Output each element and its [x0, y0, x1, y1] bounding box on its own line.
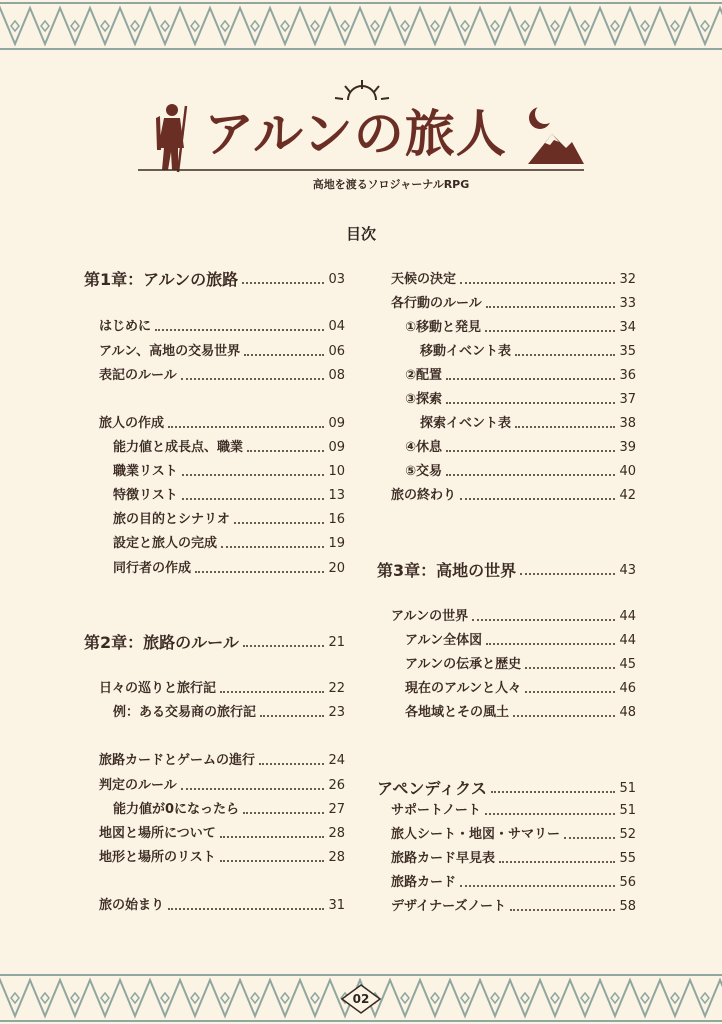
toc-entry: [99, 415, 345, 433]
toc-entry-title: 現在のアルンと人々: [405, 681, 522, 696]
toc-heading: 目次: [345, 225, 376, 243]
dot-leader: [485, 811, 616, 815]
toc-entry: [113, 463, 345, 481]
toc-entry-page: 20: [328, 561, 345, 576]
toc-entry-title: 設定と旅人の完成: [113, 536, 218, 551]
dot-leader: [195, 569, 324, 573]
toc-entry-title: 判定のルール: [99, 778, 177, 793]
dot-leader: [460, 280, 615, 284]
toc-entry-page: 51: [619, 781, 636, 796]
toc-entry-title: サポートノート: [391, 803, 481, 818]
dot-leader: [513, 713, 615, 717]
dot-leader: [259, 761, 324, 765]
toc-entry-title: 特徴リスト: [113, 488, 178, 503]
toc-entry-title: 各地域とその風土: [405, 705, 510, 720]
toc-entry: [405, 656, 636, 674]
toc-entry-page: 32: [619, 272, 636, 287]
book-subtitle: 高地を渡るソロジャーナルRPG: [312, 178, 470, 191]
toc-entry-title: アルン、高地の交易世界: [99, 344, 241, 359]
toc-entry-page: 36: [619, 368, 636, 383]
toc-entry-page: 51: [619, 803, 636, 818]
dot-leader: [446, 376, 615, 380]
toc-entry-page: 06: [328, 344, 345, 359]
dot-leader: [525, 665, 615, 669]
dot-leader: [446, 400, 615, 404]
toc-entry: [420, 415, 636, 433]
toc-entry-page: 34: [619, 320, 636, 335]
toc-entry-page: 31: [328, 898, 345, 913]
toc-entry-page: 45: [619, 657, 636, 672]
toc-entry-page: 56: [619, 875, 636, 890]
toc-entry-title: 能力値が0になったら: [113, 802, 240, 817]
dot-leader: [460, 496, 615, 500]
toc-entry-title: 移動イベント表: [420, 344, 512, 359]
dot-leader: [460, 883, 615, 887]
toc-entry: [99, 825, 345, 843]
toc-entry-page: 26: [328, 778, 345, 793]
toc-entry: [391, 826, 636, 844]
toc-entry: [113, 535, 345, 553]
toc-entry: [113, 704, 345, 722]
toc-entry: [391, 898, 636, 916]
dot-leader: [182, 472, 325, 476]
toc-entry-title: はじめに: [99, 319, 152, 334]
dot-leader: [234, 520, 325, 524]
toc-entry-title: アペンディクス: [377, 779, 487, 798]
toc-entry-page: 37: [619, 392, 636, 407]
dot-leader: [181, 786, 325, 790]
sun-icon: [335, 80, 389, 100]
dot-leader: [564, 835, 615, 839]
toc-entry-title: 旅人シート・地図・サマリー: [391, 827, 561, 842]
top-border-pattern: [0, 0, 722, 52]
toc-entry: [113, 511, 345, 529]
toc-entry-title: 第2章：旅路のルール: [84, 633, 239, 652]
toc-entry-title: 例：ある交易商の旅行記: [113, 705, 257, 720]
toc-entry: [405, 632, 636, 650]
toc-entry-page: 52: [619, 827, 636, 842]
toc-entry: [405, 463, 636, 481]
toc-entry: [99, 343, 345, 361]
toc-entry: [113, 801, 345, 819]
toc-entry-title: ⑤交易: [405, 464, 443, 479]
toc-entry-title: 旅路カード: [391, 875, 457, 890]
toc-entry-title: 天候の決定: [391, 272, 457, 287]
toc-entry: [405, 704, 636, 722]
toc-entry: [84, 269, 345, 291]
toc-entry: [99, 752, 345, 770]
toc-entry-title: ③探索: [405, 392, 443, 407]
dot-leader: [510, 907, 615, 911]
toc-entry-title: アルン全体図: [405, 633, 483, 648]
toc-entry: [377, 560, 636, 582]
dot-leader: [220, 834, 325, 838]
dot-leader: [491, 789, 616, 793]
toc-entry-title: 旅の目的とシナリオ: [113, 512, 230, 527]
toc-entry-title: 第3章：高地の世界: [377, 561, 517, 580]
toc-entry-page: 55: [619, 851, 636, 866]
moon-icon: [529, 104, 555, 129]
dot-leader: [486, 641, 615, 645]
dot-leader: [243, 643, 325, 647]
toc-entry-page: 09: [328, 416, 345, 431]
toc-entry: [99, 318, 345, 336]
toc-entry-title: 日々の巡りと旅行記: [99, 681, 217, 696]
toc-entry-title: デザイナーズノート: [391, 899, 507, 914]
dot-leader: [182, 496, 325, 500]
toc-entry-page: 10: [328, 464, 345, 479]
toc-entry-title: 旅人の作成: [99, 416, 165, 431]
toc-entry: [391, 874, 636, 892]
toc-entry-page: 21: [328, 635, 345, 650]
dot-leader: [168, 906, 324, 910]
toc-entry-page: 28: [328, 850, 345, 865]
toc-entry-title: 同行者の作成: [113, 561, 192, 576]
toc-entry-page: 23: [328, 705, 345, 720]
dot-leader: [446, 472, 615, 476]
toc-entry-title: 旅の終わり: [391, 488, 457, 503]
dot-leader: [525, 689, 615, 693]
toc-entry-title: 第1章：アルンの旅路: [84, 270, 239, 289]
toc-entry-title: アルンの伝承と歴史: [405, 657, 522, 672]
dot-leader: [260, 713, 324, 717]
toc-entry-title: ②配置: [405, 368, 443, 383]
toc-entry-page: 43: [619, 563, 636, 578]
dot-leader: [242, 280, 324, 284]
dot-leader: [247, 448, 324, 452]
toc-entry: [391, 271, 636, 289]
toc-entry-page: 03: [328, 272, 345, 287]
toc-entry: [391, 487, 636, 505]
toc-entry-page: 16: [328, 512, 345, 527]
dot-leader: [181, 376, 325, 380]
dot-leader: [486, 304, 616, 308]
toc-entry: [99, 680, 345, 698]
toc-entry: [405, 391, 636, 409]
toc-entry-title: 職業リスト: [113, 464, 178, 479]
toc-entry-page: 13: [328, 488, 345, 503]
toc-entry-page: 40: [619, 464, 636, 479]
toc-entry: [405, 367, 636, 385]
dot-leader: [472, 617, 615, 621]
toc-entry-title: 旅路カード早見表: [391, 851, 496, 866]
toc-entry-title: 探索イベント表: [420, 416, 512, 431]
toc-entry-page: 08: [328, 368, 345, 383]
toc-entry-title: 旅の始まり: [99, 898, 165, 913]
toc-entry-page: 48: [619, 705, 636, 720]
dot-leader: [221, 544, 324, 548]
toc-entry-title: アルンの世界: [391, 609, 469, 624]
toc-entry-page: 24: [328, 753, 345, 768]
dot-leader: [168, 424, 324, 428]
toc-entry-page: 44: [619, 609, 636, 624]
toc-entry-title: 表記のルール: [99, 368, 177, 383]
toc-entry: [391, 802, 636, 820]
toc-entry: [84, 632, 345, 654]
toc-entry-page: 39: [619, 440, 636, 455]
toc-entry-title: ④休息: [405, 440, 443, 455]
toc-entry-page: 38: [619, 416, 636, 431]
toc-entry: [420, 343, 636, 361]
toc-entry-title: 地形と場所のリスト: [99, 850, 216, 865]
toc-entry: [405, 680, 636, 698]
dot-leader: [244, 352, 324, 356]
toc-entry: [113, 560, 345, 578]
dot-leader: [499, 859, 615, 863]
dot-leader: [220, 689, 324, 693]
mountain-icon: [528, 134, 584, 164]
dot-leader: [243, 810, 324, 814]
toc-entry-page: 19: [328, 536, 345, 551]
toc-entry-page: 33: [619, 296, 636, 311]
toc-entry: [99, 849, 345, 867]
toc-entry: [113, 439, 345, 457]
toc-entry-title: 各行動のルール: [391, 296, 482, 311]
dot-leader: [446, 448, 615, 452]
toc-entry: [391, 850, 636, 868]
toc-entry-page: 44: [619, 633, 636, 648]
toc-entry: [391, 608, 636, 626]
book-title: アルンの旅人: [204, 105, 507, 163]
dot-leader: [485, 328, 615, 332]
toc-entry-page: 42: [619, 488, 636, 503]
page-number-text: 02: [352, 992, 370, 1006]
toc-entry-title: 能力値と成長点、職業: [113, 440, 244, 455]
toc-entry: [391, 295, 636, 313]
page-number: [341, 984, 381, 1014]
toc-entry-title: 地図と場所について: [99, 826, 216, 841]
toc-entry: [405, 439, 636, 457]
toc-entry: [377, 778, 636, 800]
toc-entry: [99, 897, 345, 915]
dot-leader: [220, 858, 325, 862]
toc-entry-page: 46: [619, 681, 636, 696]
toc-entry-page: 04: [328, 319, 345, 334]
toc-entry-page: 09: [328, 440, 345, 455]
toc-entry-page: 22: [328, 681, 345, 696]
toc-entry-page: 28: [328, 826, 345, 841]
toc-entry-page: 58: [619, 899, 636, 914]
toc-entry: [113, 487, 345, 505]
dot-leader: [515, 424, 615, 428]
toc-entry: [99, 777, 345, 795]
toc-entry: [405, 319, 636, 337]
toc-entry-page: 27: [328, 802, 345, 817]
toc-entry: [99, 367, 345, 385]
dot-leader: [520, 571, 615, 575]
toc-entry-title: ①移動と発見: [405, 320, 482, 335]
toc-entry-page: 35: [619, 344, 636, 359]
toc-entry-title: 旅路カードとゲームの進行: [99, 753, 256, 768]
dot-leader: [155, 327, 324, 331]
dot-leader: [515, 352, 615, 356]
traveler-silhouette-icon: [156, 104, 186, 172]
